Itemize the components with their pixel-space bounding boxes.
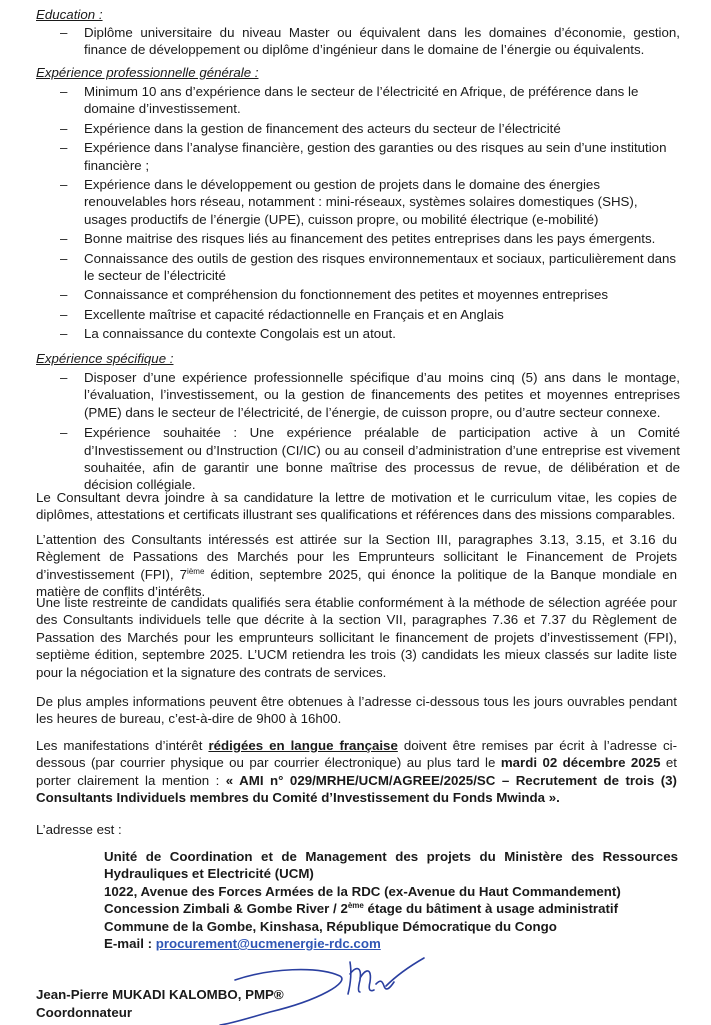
- information-paragraph: De plus amples informations peuvent être obtenues à l’adresse ci-dessous tous les jours ouvrables pendant les heures de bureau, c’est-à-dire de 9h00 à 16h00.: [36, 694, 677, 727]
- shortlist-paragraph: Une liste restreinte de candidats qualifiés sera établie conformément à la méthode de sélection agréée pour des Consultants individuels telle que décrite à la section VII, paragraphes 7.36 et 7.37 du Règlement de Passation des Marchés pour les emprunteurs sollicitant le financement de projets d’investissement (FPI), septième édition, septembre 2025. L’UCM retiendra les trois (3) candidats les mieux classés sur ladite liste pour la négociation et la signature des contrats de services.: [36, 595, 677, 680]
- documents-paragraph: Le Consultant devra joindre à sa candidature la lettre de motivation et le curriculum vitae, les copies de diplômes, attestations et certificats illustrant ses qualifications et références dans des missions comparables.: [36, 490, 677, 523]
- list-item: – Expérience dans le développement ou gestion de projets dans le domaine des énergies renouvelables hors réseau, notamment : mini-réseaux, systèmes solaires domestiques (SHS), usages productifs de l’énergie (UPE), cuisson propre, ou mobilité électrique (e-mobilité): [60, 176, 680, 228]
- general-experience-heading: Expérience professionnelle générale :: [36, 65, 259, 80]
- deadline-date: mardi 02 décembre 2025: [500, 755, 661, 771]
- address-line-street: 1022, Avenue des Forces Armées de la RDC (ex-Avenue du Haut Commandement): [104, 883, 621, 899]
- list-item: – Excellente maîtrise et capacité rédactionnelle en Français et en Anglais: [60, 306, 680, 323]
- conflict-of-interest-paragraph: L’attention des Consultants intéressés est attirée sur la Section III, paragraphes 3.13, 3.15, et 3.16 du Règlement de Passations des Marchés pour les Emprunteurs sollicitant le Financement de Projets d’investissement (FPI), 7ième édition, septembre 2025, qui énonce la politique de la Banque mondiale en matière de conflits d’intérêts.: [36, 532, 678, 600]
- education-list: [60, 24, 680, 59]
- signatory-name: Jean-Pierre MUKADI KALOMBO, PMP®: [36, 987, 284, 1002]
- specific-experience-list: [60, 369, 680, 494]
- address-line-org: Unité de Coordination et de Management des projets du Ministère des Ressources Hydrauliques et Electricité (UCM): [104, 849, 678, 882]
- list-item: – Expérience dans l’analyse financière, gestion des garanties ou des risques au sein d’une institution financière ;: [60, 139, 680, 174]
- address-line-building: Concession Zimbali & Gombe River / 2ème étage du bâtiment à usage administratif: [104, 901, 619, 917]
- list-item: – Expérience souhaitée : Une expérience préalable de participation active à un Comité d’Investissement ou d’Instruction (CI/IC) ou au conseil d’administration d’une entreprise est vivement souhaitée, afin de garantir une bonne maîtrise des processus de revue, de délibération et de décision collégiale.: [60, 424, 680, 494]
- list-item: – Disposer d’une expérience professionnelle spécifique d’au moins cinq (5) ans dans le montage, l’évaluation, l’investissement, ou la gestion de financements des petites et moyennes entreprises (PME) dans le secteur de l’électricité, de l’énergie, de cuisson propre, ou d’autre secteur connexe.: [60, 369, 680, 421]
- list-item: – Minimum 10 ans d’expérience dans le secteur de l’électricité en Afrique, de préférence dans le domaine d’investissement.: [60, 83, 680, 118]
- ami-reference: « AMI n° 029/MRHE/UCM/AGREE/2025/SC – Recrutement de trois (3) Consultants Individuels membres du Comité d’Investissement du Fonds Mwinda ».: [36, 772, 677, 806]
- specific-experience-heading: Expérience spécifique :: [36, 351, 174, 366]
- list-item: – Connaissance des outils de gestion des risques environnementaux et sociaux, particulièrement dans le secteur de l’électricité: [60, 250, 680, 285]
- general-experience-list: [60, 83, 680, 343]
- list-item: – Diplôme universitaire du niveau Master ou équivalent dans les domaines d’économie, gestion, finance de développement ou diplôme d’ingénieur dans le domaine de l’énergie ou équivalents.: [60, 24, 680, 59]
- signatory-title: Coordonnateur: [36, 1005, 133, 1020]
- address-intro: L’adresse est :: [36, 822, 122, 837]
- list-item: – Expérience dans la gestion de financement des acteurs du secteur de l’électricité: [60, 120, 680, 137]
- address-line-city: Commune de la Gombe, Kinshasa, République Démocratique du Congo: [104, 918, 557, 934]
- education-heading: Education :: [36, 7, 103, 22]
- list-item: – La connaissance du contexte Congolais est un atout.: [60, 325, 680, 342]
- submission-paragraph: Les manifestations d’intérêt rédigées en langue française doivent être remises par écrit à l’adresse ci-dessous (par courrier physique ou par courrier électronique) au plus tard le mardi 02 décembre 2025 et porter clairement la mention : « AMI n° 029/MRHE/UCM/AGREE/2025/SC – Recrutement de trois (3) Consultants Individuels membres du Comité d’Investissement du Fonds Mwinda ».: [36, 738, 678, 806]
- email-link[interactable]: procurement@ucmenergie-rdc.com: [155, 936, 381, 952]
- language-requirement: rédigées en langue française: [208, 738, 398, 753]
- list-item: – Connaissance et compréhension du fonctionnement des petites et moyennes entreprises: [60, 286, 680, 303]
- handwritten-signature: [200, 940, 430, 1025]
- list-item: – Bonne maitrise des risques liés au financement des petites entreprises dans les pays émergents.: [60, 230, 680, 247]
- address-line-email: E-mail : procurement@ucmenergie-rdc.com: [104, 936, 381, 952]
- address-block: [104, 848, 678, 952]
